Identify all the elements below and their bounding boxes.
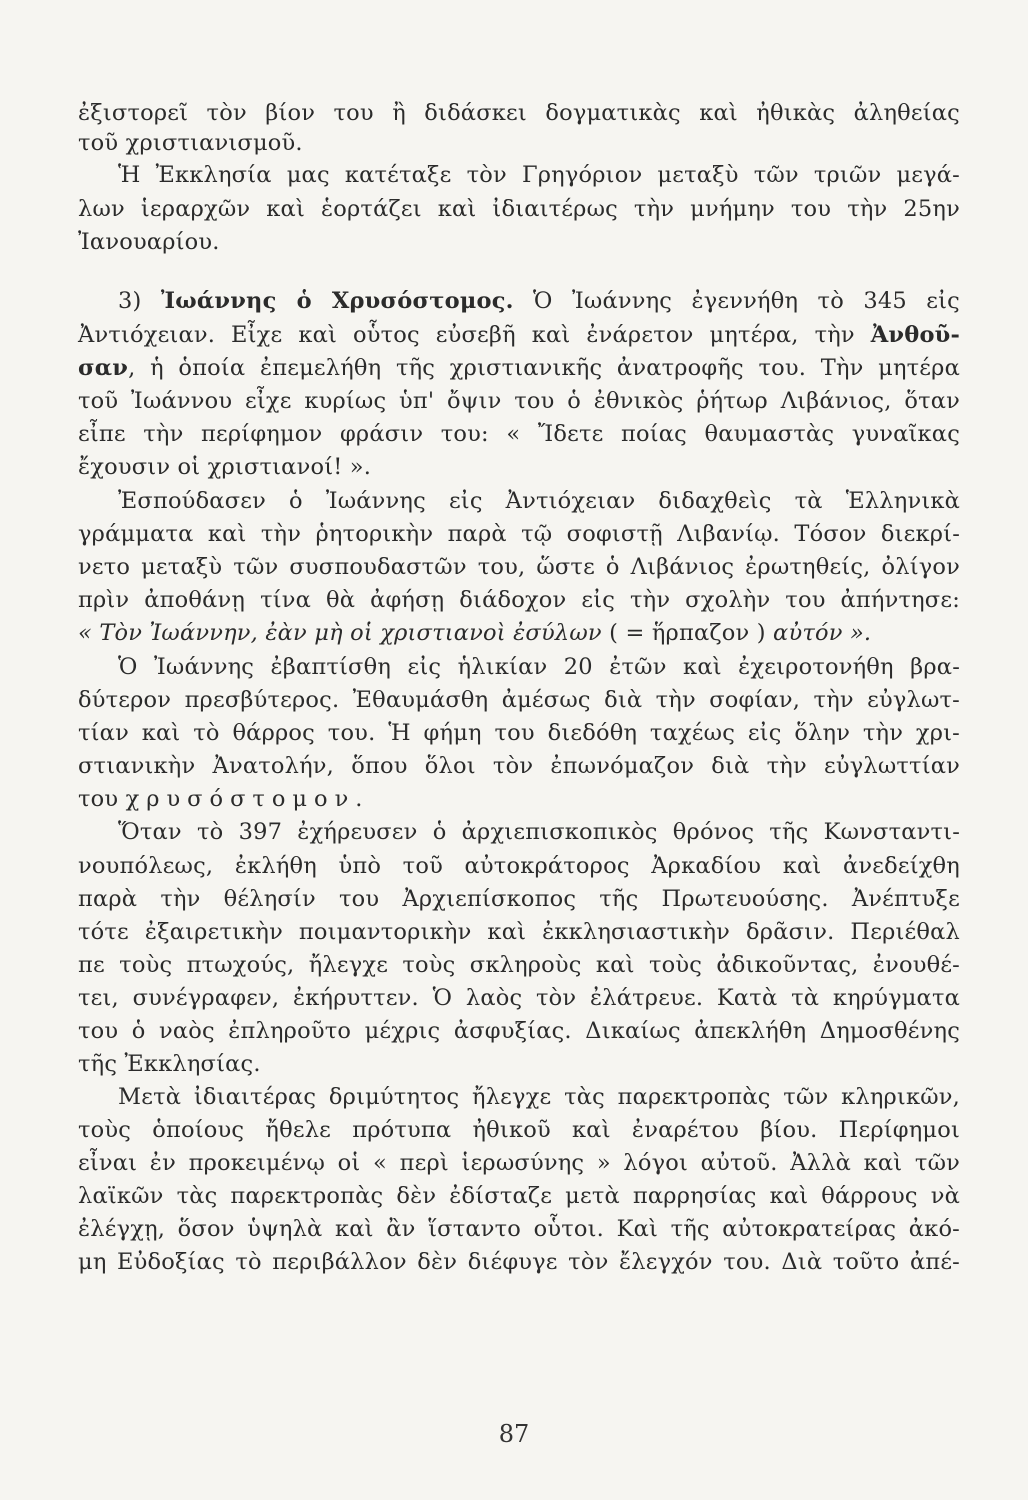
text-line-5: Ἰανουαρίου. xyxy=(78,229,220,255)
text-line-12: Ἐσπούδασεν ὁ Ἰωάννης εἰς Ἀντιόχειαν διδαχθεὶς τὰ Ἑλληνικὰ xyxy=(118,488,960,514)
text-line-34: ἐλέγχῃ, ὅσον ὑψηλὰ καὶ ἂν ἵσταντο οὗτοι. Καὶ τῆς αὐτοκρατείρας ἀκό- xyxy=(78,1216,960,1242)
text-line-1: ἐξιστορεῖ τὸν βίον του ἢ διδάσκει δογματικὰς καὶ ἠθικὰς ἀληθείας xyxy=(78,100,960,126)
text-line-16 xyxy=(78,618,960,648)
text-line-24: παρὰ τὴν θέλησίν του Ἀρχιεπίσκοπος τῆς Πρωτευούσης. Ἀνέπτυξε xyxy=(78,886,960,912)
text-segment: ( = ἥρπαζον ) xyxy=(601,620,774,646)
text-line-26: πε τοὺς πτωχούς, ἤλεγχε τοὺς σκληροὺς καὶ τοὺς ἀδικοῦντας, ἐνουθέ- xyxy=(78,952,960,978)
text-line-17: Ὁ Ἰωάννης ἐβαπτίσθη εἰς ἡλικίαν 20 ἐτῶν καὶ ἐχειροτονήθη βρα- xyxy=(118,654,960,680)
bold-name: σαν xyxy=(78,355,129,381)
text-segment: Ἀντιόχειαν. Εἶχε καὶ οὗτος εὐσεβῆ καὶ ἐνάρετον μητέρα, τὴν xyxy=(78,322,871,348)
text-line-18: δύτερον πρεσβύτερος. Ἐθαυμάσθη ἀμέσως διὰ τὴν σοφίαν, τὴν εὐγλωτ- xyxy=(78,687,960,713)
page-body xyxy=(78,88,960,1388)
text-segment: του xyxy=(78,786,126,812)
text-line-25: τότε ἐξαιρετικὴν ποιμαντορικὴν καὶ ἐκκλησιαστικὴν δρᾶσιν. Περιέθαλ xyxy=(78,919,960,945)
text-line-30: Μετὰ ἰδιαιτέρας δριμύτητος ἤλεγχε τὰς παρεκτροπὰς τῶν κληρικῶν, xyxy=(118,1084,960,1110)
text-line-23: νουπόλεως, ἐκλήθη ὑπὸ τοῦ αὐτοκράτορος Ἀρκαδίου καὶ ἀνεδείχθη xyxy=(78,853,960,879)
italic-quote-end: αὐτόν ». xyxy=(773,620,872,646)
text-line-9: τοῦ Ἰωάννου εἶχε κυρίως ὑπ' ὄψιν του ὁ ἐθνικὸς ῥήτωρ Λιβάνιος, ὅταν xyxy=(78,388,960,414)
text-line-14: νετο μεταξὺ τῶν συσπουδαστῶν του, ὥστε ὁ Λιβάνιος ἐρωτηθείς, ὀλίγον xyxy=(78,554,960,580)
text-line-22: Ὅταν τὸ 397 ἐχήρευσεν ὁ ἀρχιεπισκοπικὸς θρόνος τῆς Κωνσταντι- xyxy=(118,819,960,845)
text-line-21 xyxy=(78,784,960,814)
text-line-7 xyxy=(78,320,960,350)
text-segment: , ἡ ὁποία ἐπεμελήθη τῆς χριστιανικῆς ἀνατροφῆς του. Τὴν μητέρα xyxy=(128,355,960,381)
text-line-8 xyxy=(78,353,960,383)
text-line-32: εἶναι ἐν προκειμένῳ οἱ « περὶ ἱερωσύνης » λόγοι αὐτοῦ. Ἀλλὰ καὶ τῶν xyxy=(78,1150,960,1176)
text-line-28: του ὁ ναὸς ἐπληροῦτο μέχρις ἀσφυξίας. Δικαίως ἀπεκλήθη Δημοσθένης xyxy=(78,1018,960,1044)
page-number: 87 xyxy=(498,1420,530,1448)
text-line-15: πρὶν ἀποθάνῃ τίνα θὰ ἀφήσῃ διάδοχον εἰς τὴν σχολὴν του ἀπήντησε: xyxy=(78,587,960,613)
text-line-35: μη Εὐδοξίας τὸ περιβάλλον δὲν διέφυγε τὸν ἔλεγχόν του. Διὰ τοῦτο ἀπέ- xyxy=(78,1249,960,1275)
text-line-3: Ἡ Ἐκκλησία μας κατέταξε τὸν Γρηγόριον μεταξὺ τῶν τριῶν μεγά- xyxy=(118,162,960,188)
italic-quote: « Τὸν Ἰωάννην, ἐὰν μὴ οἱ χριστιανοὶ ἐσύλων xyxy=(78,620,602,646)
text-line-6 xyxy=(118,286,960,316)
text-line-4: λων ἱεραρχῶν καὶ ἑορτάζει καὶ ἰδιαιτέρως τὴν μνήμην του τὴν 25ην xyxy=(78,196,960,222)
text-line-31: τοὺς ὁποίους ἤθελε πρότυπα ἠθικοῦ καὶ ἐναρέτου βίου. Περίφημοι xyxy=(78,1117,960,1143)
text-line-33: λαϊκῶν τὰς παρεκτροπὰς δὲν ἐδίσταζε μετὰ παρρησίας καὶ θάρρους νὰ xyxy=(78,1183,960,1209)
text-line-27: τει, συνέγραφεν, ἐκήρυττεν. Ὁ λαὸς τὸν ἐλάτρευε. Κατὰ τὰ κηρύγματα xyxy=(78,985,960,1011)
section-number: 3) xyxy=(118,288,161,314)
text-segment: Ὁ Ἰωάννης ἐγεννήθη τὸ 345 εἰς xyxy=(513,288,960,314)
text-line-11: ἔχουσιν οἱ χριστιανοί! ». xyxy=(78,454,372,480)
spaced-word: χρυσόστομον. xyxy=(125,786,370,812)
section-title: Ἰωάννης ὁ Χρυσόστομος. xyxy=(160,288,514,314)
text-line-20: στιανικὴν Ἀνατολήν, ὅπου ὅλοι τὸν ἐπωνόμαζον διὰ τὴν εὐγλωττίαν xyxy=(78,753,960,779)
text-line-29: τῆς Ἐκκλησίας. xyxy=(78,1051,261,1077)
bold-name: Ἀνθοῦ- xyxy=(870,322,960,348)
text-line-2: τοῦ χριστιανισμοῦ. xyxy=(78,130,303,156)
text-line-13: γράμματα καὶ τὴν ῥητορικὴν παρὰ τῷ σοφιστῇ Λιβανίῳ. Τόσον διεκρί- xyxy=(78,521,960,547)
text-line-10: εἶπε τὴν περίφημον φράσιν του: « Ἴδετε ποίας θαυμαστὰς γυναῖκας xyxy=(78,421,960,447)
text-line-19: τίαν καὶ τὸ θάρρος του. Ἡ φήμη του διεδόθη ταχέως εἰς ὅλην τὴν χρι- xyxy=(78,720,960,746)
